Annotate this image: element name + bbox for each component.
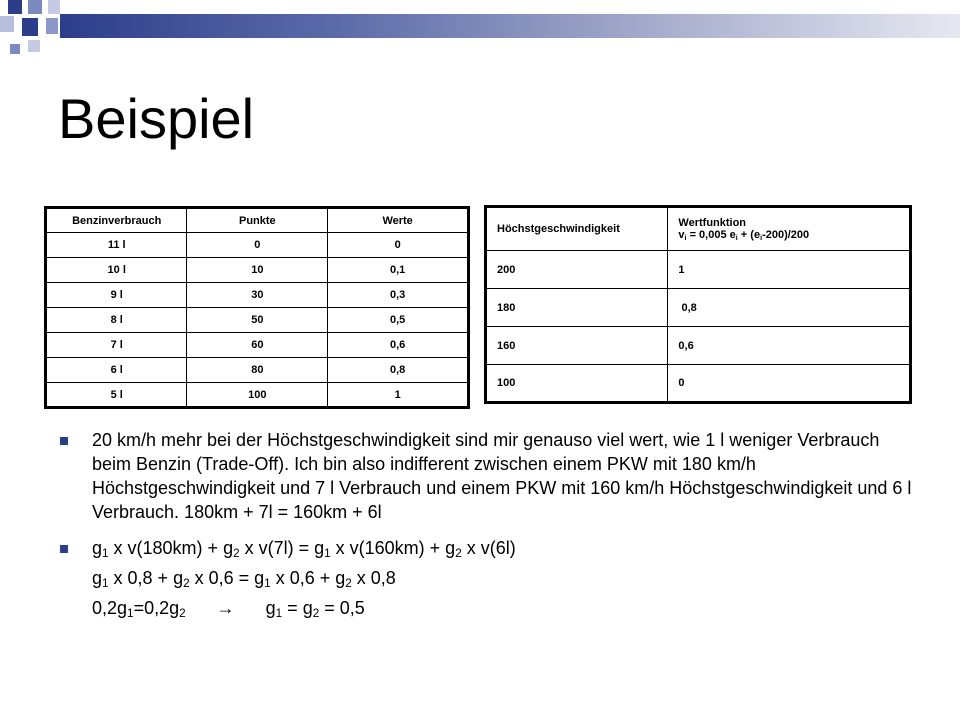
eq-sub: 2 — [233, 546, 240, 560]
table-cell: 50 — [187, 308, 328, 333]
table-row — [46, 233, 469, 258]
formula-title: Wertfunktion — [678, 216, 747, 229]
eq-part: =0,2 — [133, 597, 170, 618]
table-cell: 1 — [668, 251, 911, 289]
table-row — [46, 258, 469, 283]
formula-part: v — [678, 228, 685, 241]
table-cell: 160 — [486, 327, 668, 365]
table-cell: 80 — [187, 358, 328, 383]
eq-part: g — [265, 597, 276, 618]
eq-part: x 0,6 = — [189, 567, 255, 588]
eq-part: x v(180km) + — [108, 538, 224, 558]
header-cell-formula — [668, 207, 911, 251]
table-cell: 0,5 — [328, 308, 469, 333]
bullet-item — [60, 428, 920, 524]
table-cell: 10 — [187, 258, 328, 283]
table-row — [46, 333, 469, 358]
header-cell: Benzinverbrauch — [46, 208, 187, 233]
consumption-table — [44, 206, 470, 409]
table-row — [46, 308, 469, 333]
eq-sub: 2 — [455, 546, 462, 560]
eq-sub: 2 — [312, 606, 320, 620]
eq-part: = — [282, 597, 303, 618]
formula-part: = 0,005 e — [686, 228, 736, 241]
deco-square — [0, 16, 14, 32]
formula-sub: i — [760, 233, 763, 242]
eq-sub: 1 — [102, 546, 109, 560]
eq-part: x 0,8 — [351, 567, 396, 588]
table-row — [486, 289, 911, 327]
table-cell: 30 — [187, 283, 328, 308]
slide-content — [60, 428, 920, 638]
header-cell: Höchstgeschwindigkeit — [486, 207, 668, 251]
table-cell: 9 l — [46, 283, 187, 308]
table-row — [46, 358, 469, 383]
table-row — [46, 383, 469, 408]
table-cell: 6 l — [46, 358, 187, 383]
table-cell: 0 — [328, 233, 469, 258]
eq-sub: 2 — [183, 576, 190, 590]
eq-sub: 1 — [264, 576, 271, 590]
eq-part: x v(160km) + — [330, 538, 446, 558]
eq-part: = 0,5 — [319, 597, 365, 618]
header-cell: Werte — [328, 208, 469, 233]
table-cell: 0,8 — [668, 289, 911, 327]
bullet-square-icon — [60, 545, 68, 553]
eq-part: g — [302, 597, 313, 618]
eq-sub: 1 — [127, 606, 134, 620]
eq-part: g — [92, 538, 103, 558]
formula-part: -200)/200 — [762, 228, 810, 241]
value-function-formula — [678, 229, 899, 242]
speed-value-table — [484, 205, 912, 404]
eq-part: g — [335, 567, 346, 588]
table-cell: 0 — [668, 365, 911, 403]
table-header-row — [46, 208, 469, 233]
deco-square — [48, 0, 60, 14]
table-cell: 0,1 — [328, 258, 469, 283]
equation-line-1 — [92, 536, 920, 566]
eq-part: g — [445, 538, 456, 558]
eq-part: g — [223, 538, 234, 558]
deco-square — [22, 18, 38, 36]
eq-part: g — [117, 597, 128, 618]
header-gradient-bar — [60, 14, 960, 38]
table-cell: 0,3 — [328, 283, 469, 308]
eq-sub: 1 — [324, 546, 331, 560]
table-cell: 1 — [328, 383, 469, 408]
table-row — [486, 251, 911, 289]
bullet-item — [60, 536, 920, 626]
eq-part: g — [254, 567, 265, 588]
table-cell: 0,6 — [668, 327, 911, 365]
right-arrow-icon: → — [216, 597, 235, 618]
equation-line-3 — [92, 596, 920, 626]
table-cell: 200 — [486, 251, 668, 289]
deco-square — [28, 0, 42, 14]
table-cell: 100 — [486, 365, 668, 403]
header-cell: Punkte — [187, 208, 328, 233]
table-cell: 8 l — [46, 308, 187, 333]
eq-sub: 2 — [179, 606, 186, 620]
eq-part: g — [173, 567, 184, 588]
equation-line-2 — [92, 566, 920, 596]
table-cell: 0 — [187, 233, 328, 258]
eq-part: x v(7l) = — [239, 538, 315, 558]
table-row — [486, 365, 911, 403]
eq-part: 0,2 — [92, 597, 118, 618]
table-cell: 0,8 — [328, 358, 469, 383]
eq-sub: 1 — [275, 606, 283, 620]
table-cell: 5 l — [46, 383, 187, 408]
table-row — [486, 327, 911, 365]
eq-sub: 1 — [102, 576, 109, 590]
table-row — [46, 283, 469, 308]
eq-part: g — [314, 538, 325, 558]
formula-part: + (e — [737, 228, 761, 241]
eq-part: x 0,6 + — [270, 567, 336, 588]
table-cell: 60 — [187, 333, 328, 358]
table-header-row — [486, 207, 911, 251]
table-cell: 180 — [486, 289, 668, 327]
formula-sub: i — [735, 233, 738, 242]
deco-square — [28, 40, 40, 52]
table-cell: 10 l — [46, 258, 187, 283]
deco-square — [8, 0, 22, 14]
eq-part: g — [92, 567, 103, 588]
eq-part: x v(6l) — [461, 538, 516, 558]
table-cell: 11 l — [46, 233, 187, 258]
table-cell: 7 l — [46, 333, 187, 358]
bullet-text-tradeoff: 20 km/h mehr bei der Höchstgeschwindigkeit sind mir genauso viel wert, wie 1 l weniger Verbrauch beim Benzin (Trade-Off). Ich bin also indifferent zwischen einem PKW mit 180 km/h Höchstgeschwindigkeit und 7 l Verbrauch und einem PKW mit 160 km/h Höchstgeschwindigkeit und 6 l Verbrauch. 180km + 7l = 160km + 6l — [92, 430, 912, 522]
eq-part: g — [169, 597, 180, 618]
table-cell: 0,6 — [328, 333, 469, 358]
deco-square — [10, 44, 20, 54]
bullet-square-icon — [60, 437, 68, 445]
deco-square — [46, 18, 58, 34]
table-cell: 100 — [187, 383, 328, 408]
formula-sub: i — [684, 233, 687, 242]
eq-part: x 0,8 + — [108, 567, 174, 588]
slide-title: Beispiel — [58, 87, 255, 150]
eq-sub: 2 — [345, 576, 352, 590]
